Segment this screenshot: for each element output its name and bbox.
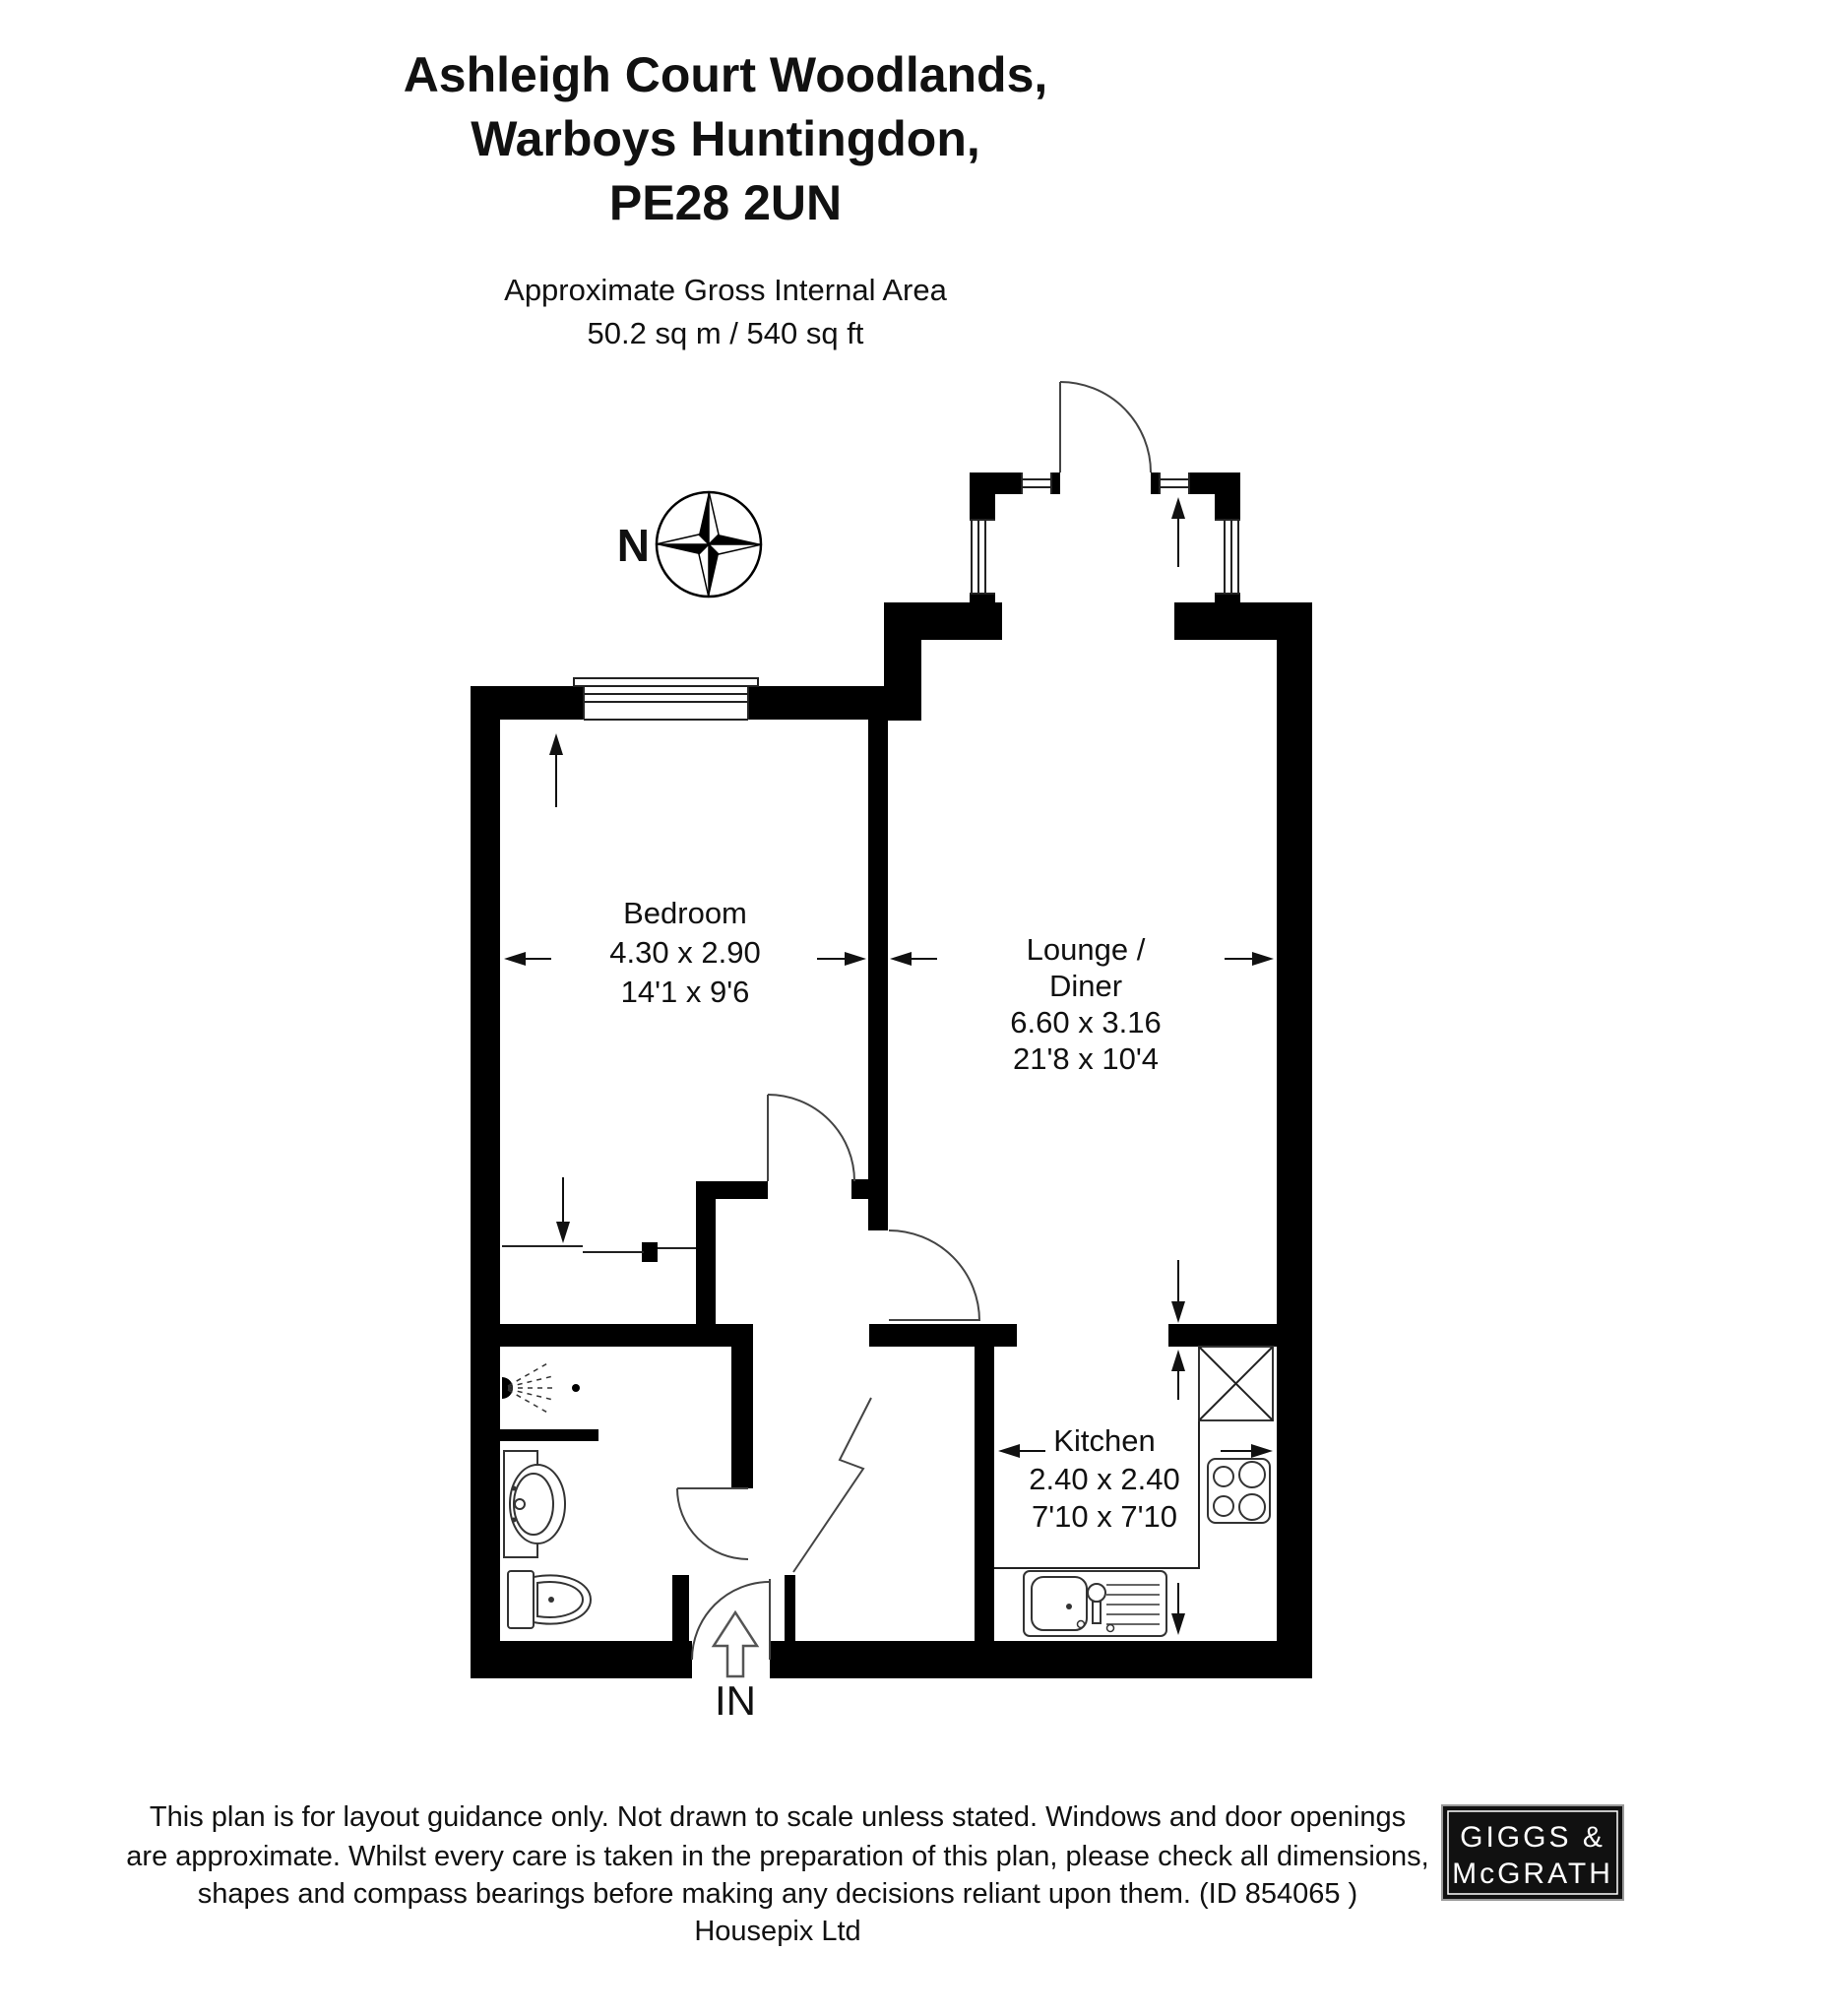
lounge-metric: 6.60 x 3.16 bbox=[1010, 1005, 1162, 1040]
area-line-2: 50.2 sq m / 540 sq ft bbox=[587, 316, 864, 350]
bedroom-imperial: 14'1 x 9'6 bbox=[620, 975, 750, 1009]
title-line-2: Warboys Huntingdon, bbox=[471, 111, 980, 166]
footer-disclaimer bbox=[126, 1801, 1428, 1947]
logo-line-1: GIGGS & bbox=[1460, 1821, 1606, 1854]
title-line-1: Ashleigh Court Woodlands, bbox=[403, 47, 1048, 102]
lounge-door bbox=[889, 1230, 979, 1321]
bedroom-bottom-line bbox=[502, 1246, 696, 1252]
agent-logo bbox=[1442, 1805, 1623, 1900]
entrance-arrow-icon bbox=[714, 1612, 757, 1676]
lounge-label bbox=[1010, 932, 1161, 1076]
sink-icon bbox=[1024, 1571, 1166, 1636]
logo-line-2: McGRATH bbox=[1452, 1858, 1613, 1890]
bedroom-window bbox=[574, 678, 758, 720]
footer-line-1: This plan is for layout guidance only. Not drawn to scale unless stated. Windows and door openings bbox=[149, 1801, 1407, 1833]
open-plan-break-line bbox=[793, 1398, 871, 1572]
bay-right-window bbox=[1215, 520, 1240, 594]
title-line-3: PE28 2UN bbox=[608, 175, 843, 230]
kitchen-name: Kitchen bbox=[1053, 1423, 1156, 1458]
toilet-icon bbox=[508, 1571, 591, 1628]
front-bay-door bbox=[1060, 382, 1151, 472]
bay-top-window-left bbox=[1022, 472, 1051, 494]
appliance-icon bbox=[1199, 1347, 1273, 1420]
compass-north-label: N bbox=[616, 520, 650, 571]
bedroom-label bbox=[609, 896, 760, 1009]
hob-icon bbox=[1208, 1459, 1270, 1523]
shower-icon bbox=[502, 1362, 580, 1414]
bay-left-window bbox=[970, 520, 995, 594]
basin-icon bbox=[504, 1451, 565, 1557]
bedroom-metric: 4.30 x 2.90 bbox=[609, 935, 761, 970]
walls bbox=[471, 472, 1312, 1678]
footer-line-3: shapes and compass bearings before making any decisions reliant upon them. (ID 854065 ) bbox=[197, 1878, 1358, 1910]
kitchen-label bbox=[1029, 1423, 1179, 1534]
bathroom-door bbox=[677, 1488, 748, 1559]
kitchen-metric: 2.40 x 2.40 bbox=[1029, 1462, 1180, 1496]
area-line-1: Approximate Gross Internal Area bbox=[504, 273, 947, 307]
bedroom-door bbox=[768, 1095, 854, 1181]
entrance-label: IN bbox=[715, 1677, 756, 1724]
title-block bbox=[404, 47, 1048, 350]
kitchen-imperial: 7'10 x 7'10 bbox=[1031, 1499, 1178, 1534]
footer-line-2: are approximate. Whilst every care is taken in the preparation of this plan, please check all dimensions, bbox=[126, 1841, 1429, 1872]
bedroom-name: Bedroom bbox=[623, 896, 747, 930]
lounge-name-1: Lounge / bbox=[1026, 932, 1146, 967]
footer-line-4: Housepix Ltd bbox=[694, 1916, 861, 1947]
compass-icon bbox=[617, 491, 762, 598]
lounge-name-2: Diner bbox=[1048, 969, 1123, 1003]
bay-top-window-right bbox=[1160, 472, 1189, 494]
lounge-imperial: 21'8 x 10'4 bbox=[1012, 1041, 1160, 1076]
entrance-marker bbox=[714, 1612, 757, 1724]
